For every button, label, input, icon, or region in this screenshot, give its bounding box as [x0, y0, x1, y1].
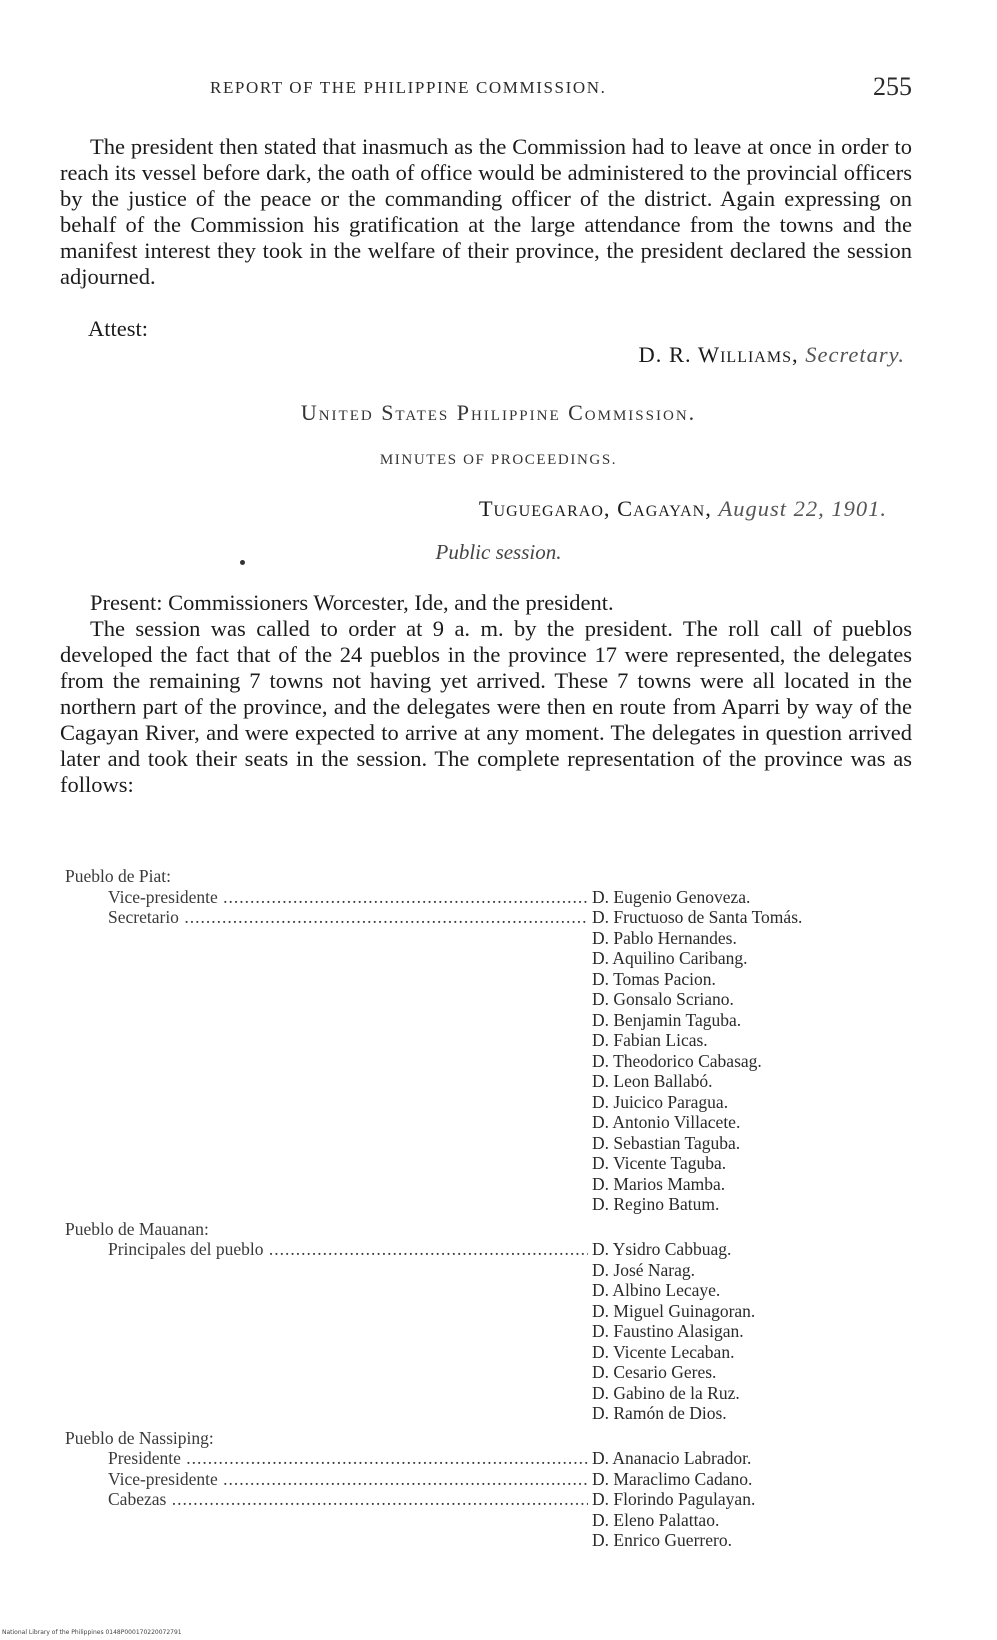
role-label: Cabezas ..... [108, 1489, 588, 1510]
role-label: Secretario ..... [108, 907, 588, 928]
delegate-name: D. Cesario Geres. [592, 1362, 717, 1382]
place: Tuguegarao, Cagayan, [478, 496, 712, 521]
delegate-name: D. Tomas Pacion. [592, 968, 716, 989]
delegate-name: D. Benjamin Taguba. [592, 1009, 742, 1030]
delegate-name: D. Maraclimo Cadano. [592, 1468, 753, 1489]
footer-stamp: National Library of the Philippines 0148P000170220072791 [2, 1629, 182, 1636]
pueblo-heading: Pueblo de Piat: [65, 866, 171, 886]
place-date-line [479, 496, 887, 522]
pueblo-heading: Pueblo de Nassiping: [65, 1427, 214, 1448]
delegate-name: D. Fabian Licas. [592, 1030, 708, 1050]
delegate-name: D. Regino Batum. [592, 1194, 720, 1214]
page-number: 255 [873, 72, 912, 101]
delegate-name: D. Aquilino Caribang. [592, 948, 748, 968]
delegate-name: D. Eugenio Genoveza. [592, 886, 751, 907]
running-header [210, 72, 912, 101]
delegate-name: D. Albino Lecaye. [592, 1280, 721, 1300]
delegate-name: D. José Narag. [592, 1259, 696, 1280]
role-label: Vice-presidente ..... [108, 1469, 588, 1490]
delegate-name: D. Florindo Pagulayan. [592, 1489, 756, 1509]
pueblo-heading: Pueblo de Mauanan: [65, 1218, 209, 1239]
delegate-name: D. Sebastian Taguba. [592, 1132, 741, 1153]
delegate-name: D. Gabino de la Ruz. [592, 1382, 740, 1403]
role-label: Presidente ..... [108, 1448, 588, 1469]
attest-label: Attest: [88, 316, 148, 341]
signer-name: D. R. Williams, [638, 342, 799, 367]
present-paragraph: Present: Commissioners Worcester, Ide, and the president. [90, 590, 614, 615]
signature-line [639, 342, 906, 368]
delegate-name: D. Ysidro Cabbuag. [592, 1239, 732, 1259]
delegate-name: D. Ramón de Dios. [592, 1403, 727, 1423]
minutes-heading: MINUTES OF PROCEEDINGS. [379, 452, 618, 468]
delegate-name: D. Fructuoso de Santa Tomás. [592, 907, 803, 927]
delegate-name: D. Marios Mamba. [592, 1173, 726, 1194]
delegate-name: D. Enrico Guerrero. [592, 1530, 732, 1550]
organization-heading: United States Philippine Commission. [300, 400, 697, 425]
delegate-name: D. Juicico Paragua. [592, 1091, 729, 1112]
delegate-name: D. Eleno Palattao. [592, 1509, 720, 1530]
delegate-name: D. Pablo Hernandes. [592, 927, 737, 948]
proceedings-paragraph: The session was called to order at 9 a. m. by the president. The roll call of pueblos developed the fact that of the 24 pueblos in the province 17 were represented, the delegates from the remaining 7 towns not having yet arrived. These 7 towns were all located in the northern part of the province, and the delegates were then en route from Aparri by way of the Cagayan River, and were expected to arrive at any moment. The delegates in question arrived later and took their seats in the session. The complete representation of the province was as follows: [60, 616, 912, 797]
header-title: REPORT OF THE PHILIPPINE COMMISSION. [210, 78, 607, 97]
signer-title: Secretary. [805, 342, 905, 367]
delegate-name: D. Ananacio Labrador. [592, 1448, 752, 1468]
delegate-name: D. Leon Ballabó. [592, 1071, 713, 1091]
date: August 22, 1901. [718, 496, 887, 521]
closing-paragraph: The president then stated that inasmuch as the Commission had to leave at once in order to reach its vessel before dark, the oath of office would be administered to the provincial officers by the justice of the peace or the commanding officer of the district. Again expressing on behalf of the Commission his gratification at the large attendance from the towns and the manifest interest they took in the welfare of their province, the president declared the session adjourned. [60, 134, 912, 289]
delegate-name: D. Theodorico Cabasag. [592, 1050, 762, 1071]
delegate-name: D. Gonsalo Scriano. [592, 989, 734, 1009]
delegate-name: D. Faustino Alasigan. [592, 1321, 744, 1341]
delegate-name: D. Miguel Guinagoran. [592, 1300, 756, 1321]
session-heading: Public session. [435, 540, 562, 564]
role-label: Principales del pueblo ..... [108, 1239, 588, 1260]
delegate-name: D. Vicente Lecaban. [592, 1341, 735, 1362]
delegate-name: D. Vicente Taguba. [592, 1153, 727, 1173]
delegate-name: D. Antonio Villacete. [592, 1112, 741, 1132]
role-label: Vice-presidente ..... [108, 887, 588, 908]
